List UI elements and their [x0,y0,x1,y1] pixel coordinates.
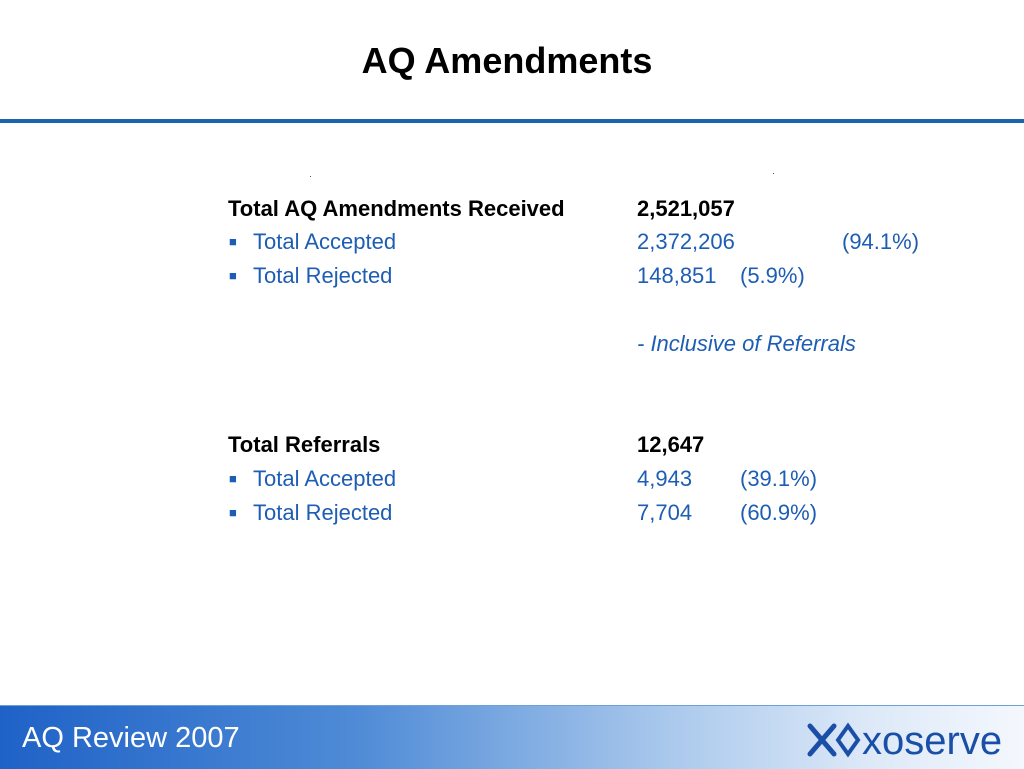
referrals-rejected-row [228,497,988,529]
square-bullet-icon: ■ [229,471,237,486]
amendments-received-label: Total AQ Amendments Received [228,196,565,221]
square-bullet-icon: ■ [229,505,237,520]
amendments-rejected-row [228,260,988,292]
placeholder-mark [310,176,311,177]
referrals-accepted-percent: (39.1%) [740,466,818,491]
square-bullet-icon: ■ [229,268,237,283]
amendments-accepted-percent: (94.1%) [842,229,920,254]
xoserve-logo-text: xoserve [862,719,1003,763]
title-divider [0,119,1024,123]
referrals-accepted-value: 4,943 [637,466,693,491]
referrals-total-label: Total Referrals [228,432,381,457]
referrals-rejected-label: Total Rejected [253,500,393,525]
inclusive-note: - Inclusive of Referrals [637,331,856,356]
referrals-total-row [228,429,988,461]
referrals-accepted-label: Total Accepted [253,466,397,491]
amendments-rejected-label: Total Rejected [253,263,393,288]
referrals-total-value: 12,647 [637,432,705,457]
placeholder-mark [773,173,774,174]
xoserve-logo [804,716,1014,764]
referrals-accepted-row [228,463,988,495]
amendments-received-row [228,193,988,225]
amendments-accepted-value: 2,372,206 [637,229,735,254]
amendments-received-value: 2,521,057 [637,196,735,221]
amendments-rejected-value: 148,851 [637,263,717,288]
amendments-accepted-row [228,226,988,258]
square-bullet-icon: ■ [229,234,237,249]
footer-title: AQ Review 2007 [22,722,240,754]
amendments-accepted-label: Total Accepted [253,229,397,254]
referrals-rejected-value: 7,704 [637,500,693,525]
slide-title: AQ Amendments [361,40,653,81]
amendments-rejected-percent: (5.9%) [740,263,805,288]
footer-banner [0,705,1024,769]
referrals-rejected-percent: (60.9%) [740,500,818,525]
referrals-note-row [228,328,988,360]
